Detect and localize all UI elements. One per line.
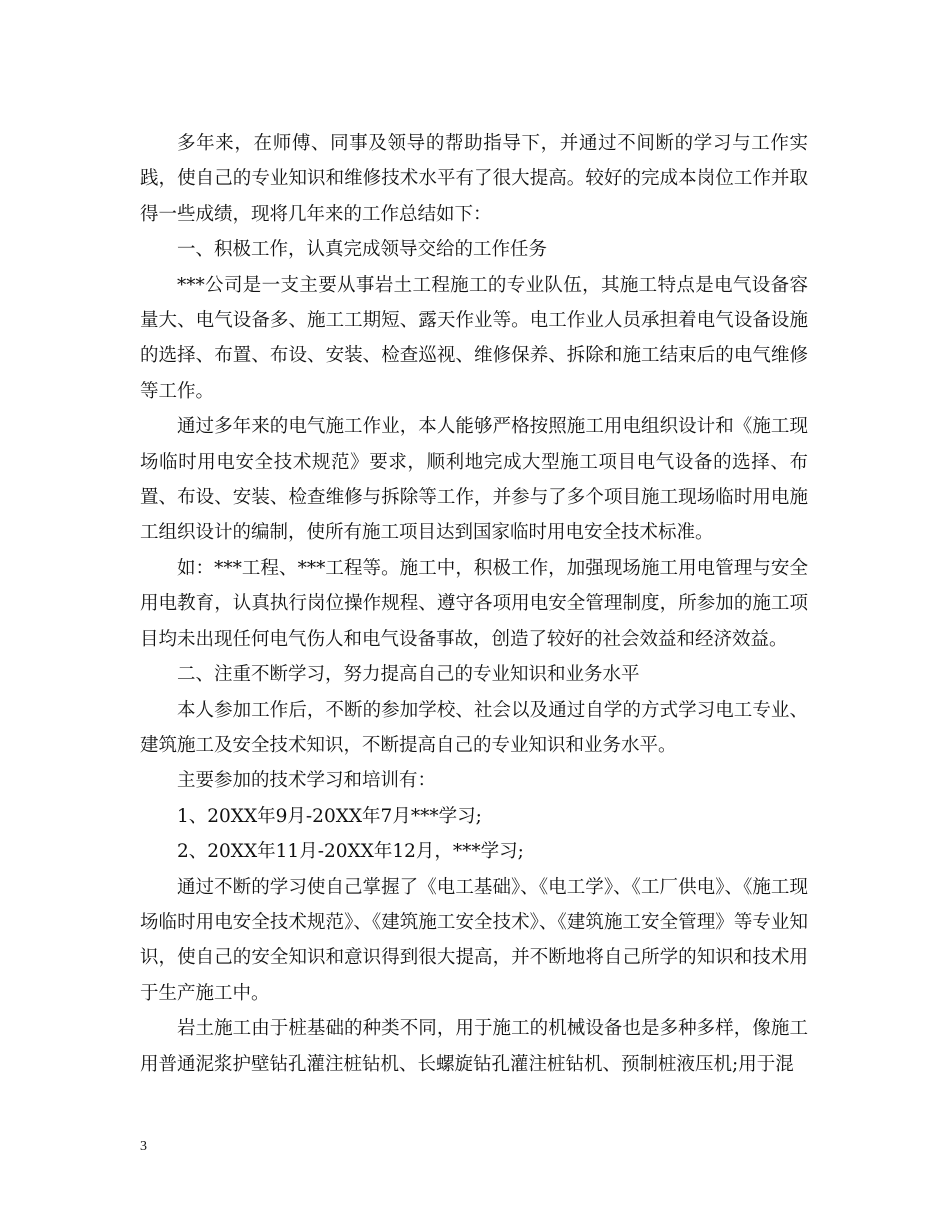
paragraph-projects: 如：***工程、***工程等。施工中，积极工作，加强现场施工用电管理与安全用电教育，认真执行岗位操作规程、遵守各项用电安全管理制度，所参加的施工项目均未出现任何电气伤人和电气设备事故，创造了较好的社会效益和经济效益。 [140,557,808,650]
paragraph-equipment: 岩土施工由于桩基础的种类不同，用于施工的机械设备也是多种多样，像施工用普通泥浆护壁钻孔灌注桩钻机、长螺旋钻孔灌注桩钻机、预制桩液压机;用于混 [140,1018,808,1075]
paragraph-study: 本人参加工作后，不断的参加学校、社会以及通过自学的方式学习电工专业、建筑施工及安全技术知识，不断提高自己的专业知识和业务水平。 [140,699,808,756]
section-heading-1: 一、积极工作，认真完成领导交给的工作任务 [177,239,548,261]
document-body [140,126,808,1082]
paragraph-knowledge: 通过不断的学习使自己掌握了《电工基础》、《电工学》、《工厂供电》、《施工现场临时用电安全技术规范》、《建筑施工安全技术》、《建筑施工安全管理》等专业知识，使自己的安全知识和意识得到很大提高，并不断地将自己所学的知识和技术用于生产施工中。 [140,876,808,1004]
paragraph-construction: 通过多年来的电气施工作业，本人能够严格按照施工用电组织设计和《施工现场临时用电安全技术规范》要求，顺利地完成大型施工项目电气设备的选择、布置、布设、安装、检查维修与拆除等工作，并参与了多个项目施工现场临时用电施工组织设计的编制，使所有施工项目达到国家临时用电安全技术标准。 [140,416,808,544]
list-item-training-1: 1、20XX年9月-20XX年7月***学习; [177,805,482,827]
paragraph-training-title: 主要参加的技术学习和培训有： [177,770,437,792]
page-number: 3 [140,1139,147,1154]
paragraph-intro: 多年来，在师傅、同事及领导的帮助指导下，并通过不间断的学习与工作实践，使自己的专业知识和维修技术水平有了很大提高。较好的完成本岗位工作并取得一些成绩，现将几年来的工作总结如下： [140,133,808,225]
section-heading-2: 二、注重不断学习，努力提高自己的专业知识和业务水平 [177,664,640,686]
paragraph-company: ***公司是一支主要从事岩土工程施工的专业队伍，其施工特点是电气设备容量大、电气设备多、施工工期短、露天作业等。电工作业人员承担着电气设备设施的选择、布置、布设、安装、检查巡视、维修保养、拆除和施工结束后的电气维修等工作。 [140,274,808,402]
list-item-training-2: 2、20XX年11月-20XX年12月，***学习; [177,841,524,863]
